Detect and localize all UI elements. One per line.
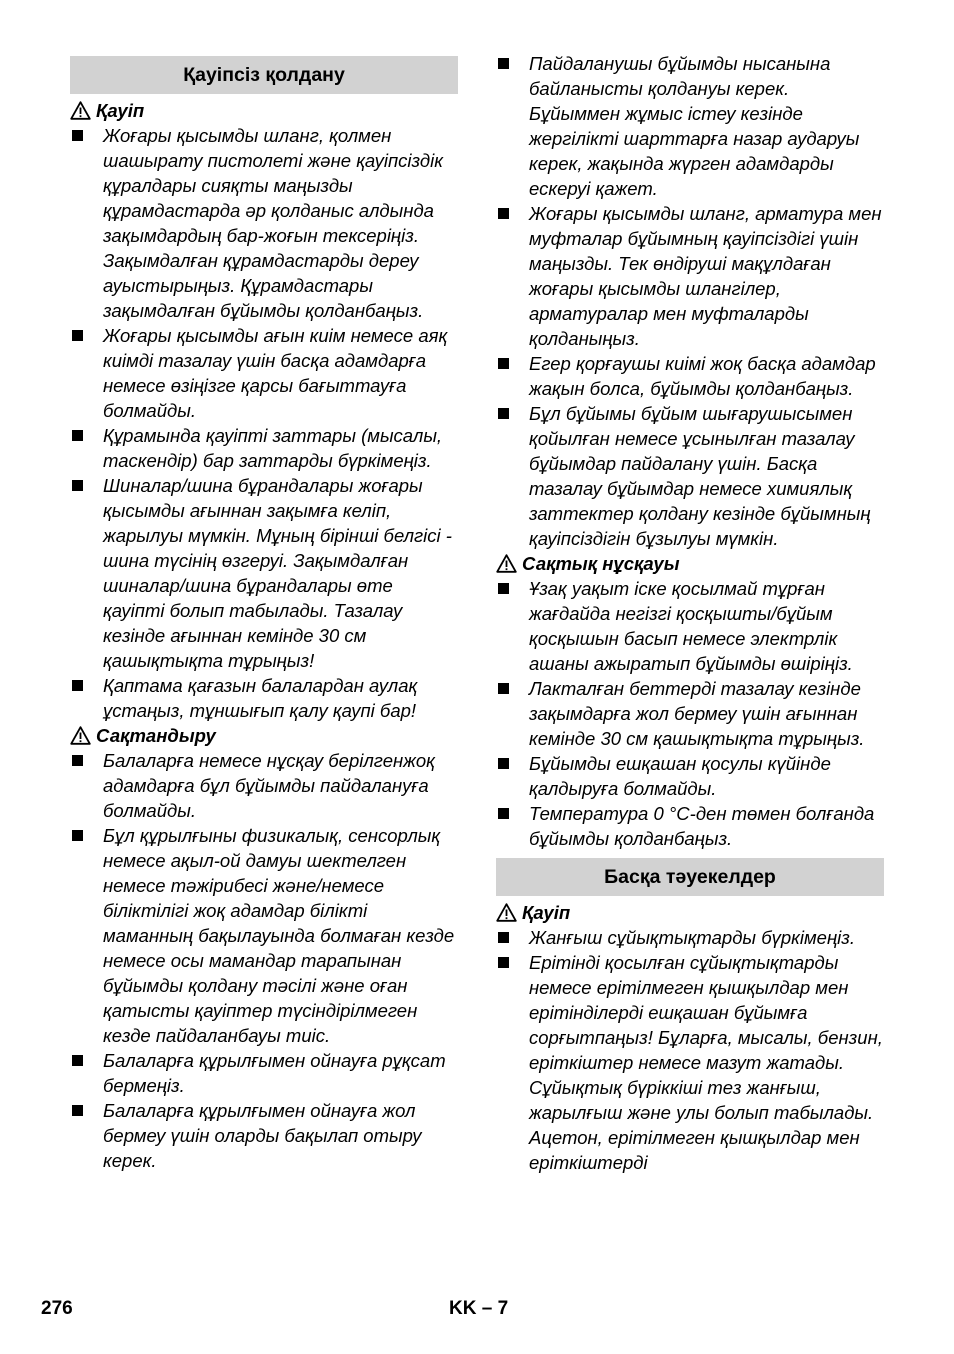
warning-label: Сақтандыру bbox=[96, 725, 216, 746]
caution-heading bbox=[496, 551, 884, 576]
list-item: Жоғары қысымды шланг, арматура мен муфталар бұйымның қауіпсіздігі үшін маңызды. Тек өндіруші мақұлдаған жоғары қысымды шлангілер, арматуралар мен муфталарды қолданыңыз. bbox=[496, 201, 884, 351]
list-item: Лакталған беттерді тазалау кезінде зақымдарға жол бермеу үшін ағыннан кемінде 30 см қашықтықта тұрыңыз. bbox=[496, 676, 884, 751]
bullet-square-icon bbox=[72, 1055, 83, 1066]
list-item: Егер қорғаушы киімі жоқ басқа адамдар жақын болса, бұйымды қолданбаңыз. bbox=[496, 351, 884, 401]
bullet-square-icon bbox=[498, 957, 509, 968]
bullet-square-icon bbox=[72, 680, 83, 691]
list-item: Жоғары қысымды ағын киім немесе аяқ киімді тазалау үшін басқа адамдарға немесе өзіңізге қарсы бағыттауға болмайды. bbox=[70, 323, 458, 423]
list-item: Бұйымды ешқашан қосулы күйінде қалдыруға болмайды. bbox=[496, 751, 884, 801]
list-item: Балаларға немесе нұсқау берілгенжоқ адамдарға бұл бұйымды пайдалануға болмайды. bbox=[70, 748, 458, 823]
bullet-square-icon bbox=[498, 358, 509, 369]
section-heading-other-risks: Басқа тәуекелдер bbox=[496, 858, 884, 896]
warning-heading bbox=[70, 723, 458, 748]
bullet-square-icon bbox=[498, 583, 509, 594]
list-item: Қаптама қағазын балалардан аулақ ұстаңыз, тұншығып қалу қаупі бар! bbox=[70, 673, 458, 723]
warning-triangle-icon bbox=[70, 98, 96, 123]
list-item: Ұзақ уақыт іске қосылмай тұрған жағдайда негізгі қосқышты/бұйым қосқышын басып немесе электрлік ашаны ажыратып бұйымды өшіріңіз. bbox=[496, 576, 884, 676]
right-column bbox=[496, 51, 884, 1175]
danger-label-2: Қауіп bbox=[522, 902, 571, 923]
list-item: Балаларға құрылғымен ойнауға жол бермеу үшін оларды бақылап отыру керек. bbox=[70, 1098, 458, 1173]
section-heading-safe-use: Қауіпсіз қолдану bbox=[70, 56, 458, 94]
warning-list bbox=[70, 748, 458, 1173]
bullet-square-icon bbox=[498, 808, 509, 819]
bullet-square-icon bbox=[498, 208, 509, 219]
bullet-square-icon bbox=[498, 758, 509, 769]
list-item: Бұл бұйымы бұйым шығарушысымен қойылған немесе ұсынылған тазалау бұйымдар пайдалану үшін. Басқа тазалау бұйымдар немесе химиялық заттектер қолдану кезінде бұйымның қауіпсіздігін бұзылуы мүмкін. bbox=[496, 401, 884, 551]
left-column bbox=[70, 56, 458, 1173]
list-item: Бұл құрылғыны физикалық, сенсорлық немесе ақыл-ой дамуы шектелген немесе тәжірибесі және/немесе біліктілігі жоқ адамдар білікті маманның бақылауында болмаған кезде немесе осы мамандар тарапынан бұйымды қолдану тәсілі және оған қатысты қауіптер түсіндірілмеген кезде пайдаланбауы тиіс. bbox=[70, 823, 458, 1048]
bullet-square-icon bbox=[498, 932, 509, 943]
danger-heading bbox=[70, 98, 458, 123]
page-number: 276 bbox=[41, 1298, 73, 1319]
other-risks-list bbox=[496, 925, 884, 1175]
list-item: Пайдаланушы бұйымды нысанына байланысты қолдануы керек. Бұйыммен жұмыс істеу кезінде жергілікті шарттарға назар аударуы керек, жақында жүрген адамдарды ескеруі қажет. bbox=[496, 51, 884, 201]
bullet-square-icon bbox=[498, 58, 509, 69]
caution-label: Сақтық нұсқауы bbox=[522, 553, 680, 574]
list-item: Жоғары қысымды шланг, қолмен шашырату пистолеті және қауіпсіздік құралдары сияқты маңызды құрамдастарда әр қолданыс алдында зақымдардың бар-жоғын тексеріңіз. Зақымдалған құрамдастарды дереу ауыстырыңыз. Құрамдастары зақымдалған бұйымды қолданбаңыз. bbox=[70, 123, 458, 323]
list-item: Жанғыш сұйықтықтарды бүркімеңіз. bbox=[496, 925, 884, 950]
list-item: Температура 0 °C-ден төмен болғанда бұйымды қолданбаңыз. bbox=[496, 801, 884, 851]
section-code: KK – 7 bbox=[449, 1298, 509, 1319]
bullet-square-icon bbox=[72, 330, 83, 341]
danger-label: Қауіп bbox=[96, 100, 145, 121]
bullet-square-icon bbox=[72, 1105, 83, 1116]
bullet-square-icon bbox=[72, 755, 83, 766]
bullet-square-icon bbox=[72, 480, 83, 491]
list-item: Шиналар/шина бұрандалары жоғары қысымды ағыннан зақымға келіп, жарылуы мүмкін. Мұның бірінші белгісі - шина түсінің өзгеруі. Зақымдалған шиналар/шина бұрандалары өте қауіпті болып табылады. Тазалау кезінде ағыннан кемінде 30 см қашықтықта тұрыңыз! bbox=[70, 473, 458, 673]
danger-heading-2 bbox=[496, 900, 884, 925]
bullet-square-icon bbox=[498, 408, 509, 419]
warning-triangle-icon bbox=[496, 900, 522, 925]
list-item: Балаларға құрылғымен ойнауға рұқсат бермеңіз. bbox=[70, 1048, 458, 1098]
list-item: Құрамында қауіпті заттары (мысалы, таскендір) бар заттарды бүркімеңіз. bbox=[70, 423, 458, 473]
bullet-square-icon bbox=[72, 830, 83, 841]
list-item: Ерітінді қосылған сұйықтықтарды немесе ерітілмеген қышқылдар мен ерітінділерді ешқашан бұйымға сорғытпаңыз! Бұларға, мысалы, бензин, еріткіштер немесе мазут жатады. Сұйықтық бүріккіші тез жанғыш, жарылғыш және улы болып табылады. Ацетон, ерітілмеген қышқылдар мен еріткіштерді bbox=[496, 950, 884, 1175]
bullet-square-icon bbox=[72, 430, 83, 441]
warning-triangle-icon bbox=[70, 723, 96, 748]
danger-list bbox=[70, 123, 458, 723]
continued-list bbox=[496, 51, 884, 551]
bullet-square-icon bbox=[498, 683, 509, 694]
bullet-square-icon bbox=[72, 130, 83, 141]
warning-triangle-icon bbox=[496, 551, 522, 576]
caution-list bbox=[496, 576, 884, 851]
